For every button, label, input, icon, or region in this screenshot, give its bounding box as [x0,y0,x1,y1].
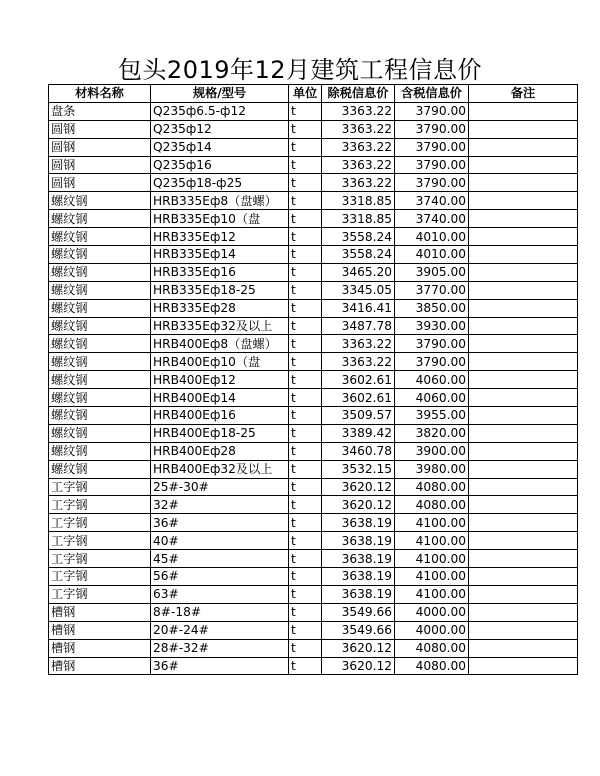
price-table [48,84,578,675]
cell-unit: t [289,568,322,586]
cell-unit: t [289,120,322,138]
cell-material-name: 圆钢 [49,156,151,174]
cell-spec-model: HRB335Eф32及以上 [151,317,289,335]
column-header-material-name: 材料名称 [49,85,151,103]
cell-unit: t [289,102,322,120]
cell-material-name: 螺纹钢 [49,371,151,389]
cell-unit: t [289,210,322,228]
cell-price-ex-tax: 3532.15 [322,460,395,478]
table-row [49,120,578,138]
table-row [49,156,578,174]
cell-spec-model: Q235ф14 [151,138,289,156]
cell-spec-model: 63# [151,585,289,603]
cell-price-ex-tax: 3363.22 [322,120,395,138]
cell-remark [469,442,578,460]
cell-unit: t [289,496,322,514]
table-row [49,585,578,603]
cell-price-inc-tax: 3820.00 [395,424,469,442]
cell-material-name: 工字钢 [49,568,151,586]
cell-price-inc-tax: 4100.00 [395,514,469,532]
cell-price-ex-tax: 3602.61 [322,371,395,389]
cell-material-name: 螺纹钢 [49,442,151,460]
cell-spec-model: 45# [151,550,289,568]
cell-spec-model: 28#-32# [151,639,289,657]
cell-price-inc-tax: 4100.00 [395,585,469,603]
table-row [49,424,578,442]
cell-spec-model: 20#-24# [151,621,289,639]
cell-price-inc-tax: 3790.00 [395,353,469,371]
cell-material-name: 螺纹钢 [49,335,151,353]
table-row [49,514,578,532]
cell-unit: t [289,424,322,442]
cell-material-name: 工字钢 [49,478,151,496]
cell-remark [469,156,578,174]
cell-price-inc-tax: 3790.00 [395,174,469,192]
cell-price-inc-tax: 3980.00 [395,460,469,478]
cell-spec-model: HRB400Eф8（盘螺） [151,335,289,353]
cell-material-name: 螺纹钢 [49,299,151,317]
cell-price-ex-tax: 3363.22 [322,102,395,120]
cell-price-ex-tax: 3638.19 [322,532,395,550]
cell-spec-model: 25#-30# [151,478,289,496]
cell-material-name: 槽钢 [49,621,151,639]
cell-price-ex-tax: 3318.85 [322,210,395,228]
table-row [49,102,578,120]
cell-material-name: 盘条 [49,102,151,120]
cell-remark [469,460,578,478]
column-header-remark: 备注 [469,85,578,103]
cell-material-name: 螺纹钢 [49,246,151,264]
cell-material-name: 工字钢 [49,585,151,603]
cell-remark [469,550,578,568]
cell-spec-model: HRB400Eф12 [151,371,289,389]
cell-spec-model: HRB335Eф12 [151,228,289,246]
cell-price-inc-tax: 4100.00 [395,568,469,586]
cell-unit: t [289,442,322,460]
cell-price-inc-tax: 3905.00 [395,263,469,281]
cell-material-name: 螺纹钢 [49,228,151,246]
column-header-price-inc-tax: 含税信息价 [395,85,469,103]
cell-unit: t [289,460,322,478]
cell-remark [469,317,578,335]
cell-price-ex-tax: 3345.05 [322,281,395,299]
cell-unit: t [289,228,322,246]
cell-unit: t [289,621,322,639]
column-header-unit: 单位 [289,85,322,103]
cell-material-name: 螺纹钢 [49,317,151,335]
cell-spec-model: HRB335Eф10（盘 [151,210,289,228]
cell-price-inc-tax: 3740.00 [395,192,469,210]
cell-material-name: 圆钢 [49,120,151,138]
table-row [49,639,578,657]
cell-price-ex-tax: 3620.12 [322,496,395,514]
cell-material-name: 圆钢 [49,138,151,156]
cell-remark [469,174,578,192]
column-header-spec-model: 规格/型号 [151,85,289,103]
cell-spec-model: HRB400Eф32及以上 [151,460,289,478]
cell-material-name: 螺纹钢 [49,389,151,407]
cell-remark [469,102,578,120]
table-row [49,532,578,550]
cell-unit: t [289,335,322,353]
cell-price-ex-tax: 3638.19 [322,585,395,603]
cell-unit: t [289,478,322,496]
table-row [49,192,578,210]
cell-remark [469,603,578,621]
cell-remark [469,657,578,675]
cell-remark [469,192,578,210]
cell-remark [469,263,578,281]
cell-unit: t [289,299,322,317]
cell-spec-model: HRB335Eф18-25 [151,281,289,299]
cell-material-name: 工字钢 [49,514,151,532]
cell-price-inc-tax: 4080.00 [395,657,469,675]
cell-material-name: 螺纹钢 [49,210,151,228]
cell-unit: t [289,585,322,603]
cell-price-inc-tax: 4100.00 [395,550,469,568]
table-row [49,317,578,335]
cell-remark [469,407,578,425]
cell-remark [469,389,578,407]
cell-unit: t [289,246,322,264]
cell-unit: t [289,603,322,621]
cell-price-inc-tax: 3740.00 [395,210,469,228]
table-row [49,228,578,246]
cell-price-ex-tax: 3620.12 [322,657,395,675]
cell-price-ex-tax: 3638.19 [322,514,395,532]
cell-price-inc-tax: 3790.00 [395,120,469,138]
cell-remark [469,639,578,657]
cell-remark [469,478,578,496]
cell-material-name: 槽钢 [49,603,151,621]
cell-price-inc-tax: 3930.00 [395,317,469,335]
table-row [49,299,578,317]
cell-price-inc-tax: 4060.00 [395,389,469,407]
cell-unit: t [289,174,322,192]
cell-price-ex-tax: 3363.22 [322,138,395,156]
cell-unit: t [289,371,322,389]
cell-unit: t [289,138,322,156]
cell-price-ex-tax: 3509.57 [322,407,395,425]
cell-unit: t [289,281,322,299]
cell-price-ex-tax: 3638.19 [322,568,395,586]
cell-price-inc-tax: 4000.00 [395,621,469,639]
cell-remark [469,496,578,514]
cell-remark [469,424,578,442]
cell-price-ex-tax: 3389.42 [322,424,395,442]
cell-price-ex-tax: 3363.22 [322,353,395,371]
table-row [49,568,578,586]
cell-spec-model: Q235ф16 [151,156,289,174]
cell-material-name: 槽钢 [49,639,151,657]
cell-price-inc-tax: 4080.00 [395,496,469,514]
cell-spec-model: 40# [151,532,289,550]
cell-price-inc-tax: 4010.00 [395,228,469,246]
cell-price-ex-tax: 3558.24 [322,228,395,246]
cell-price-inc-tax: 4060.00 [395,371,469,389]
cell-price-ex-tax: 3558.24 [322,246,395,264]
cell-remark [469,299,578,317]
cell-spec-model: 8#-18# [151,603,289,621]
table-row [49,174,578,192]
cell-spec-model: HRB400Eф10（盘 [151,353,289,371]
cell-material-name: 螺纹钢 [49,460,151,478]
table-row [49,138,578,156]
cell-spec-model: HRB335Eф28 [151,299,289,317]
cell-spec-model: 56# [151,568,289,586]
cell-price-ex-tax: 3460.78 [322,442,395,460]
cell-remark [469,120,578,138]
cell-remark [469,568,578,586]
cell-price-inc-tax: 3955.00 [395,407,469,425]
cell-unit: t [289,192,322,210]
cell-unit: t [289,532,322,550]
table-row [49,407,578,425]
cell-spec-model: HRB400Eф14 [151,389,289,407]
cell-material-name: 螺纹钢 [49,192,151,210]
cell-price-inc-tax: 3790.00 [395,138,469,156]
cell-remark [469,335,578,353]
cell-price-ex-tax: 3318.85 [322,192,395,210]
cell-price-inc-tax: 3790.00 [395,156,469,174]
cell-spec-model: 36# [151,657,289,675]
cell-price-inc-tax: 4010.00 [395,246,469,264]
cell-unit: t [289,317,322,335]
table-row [49,281,578,299]
cell-spec-model: 36# [151,514,289,532]
cell-price-ex-tax: 3638.19 [322,550,395,568]
cell-price-ex-tax: 3363.22 [322,335,395,353]
table-row [49,246,578,264]
table-body [49,102,578,675]
table-row [49,460,578,478]
table-row [49,353,578,371]
cell-price-ex-tax: 3363.22 [322,156,395,174]
cell-remark [469,514,578,532]
cell-price-ex-tax: 3549.66 [322,621,395,639]
cell-unit: t [289,639,322,657]
table-row [49,657,578,675]
cell-price-ex-tax: 3363.22 [322,174,395,192]
cell-spec-model: HRB400Eф18-25 [151,424,289,442]
cell-remark [469,371,578,389]
table-row [49,496,578,514]
table-row [49,603,578,621]
cell-unit: t [289,550,322,568]
cell-material-name: 槽钢 [49,657,151,675]
cell-remark [469,532,578,550]
document-title: 包头2019年12月建筑工程信息价 [117,56,483,84]
cell-material-name: 工字钢 [49,496,151,514]
table-row [49,371,578,389]
cell-spec-model: HRB335Eф16 [151,263,289,281]
cell-material-name: 圆钢 [49,174,151,192]
table-row [49,389,578,407]
cell-unit: t [289,156,322,174]
cell-spec-model: HRB400Eф16 [151,407,289,425]
cell-remark [469,138,578,156]
cell-remark [469,228,578,246]
cell-price-ex-tax: 3487.78 [322,317,395,335]
cell-price-ex-tax: 3620.12 [322,478,395,496]
cell-remark [469,281,578,299]
cell-remark [469,246,578,264]
table-row [49,263,578,281]
cell-price-ex-tax: 3465.20 [322,263,395,281]
cell-spec-model: 32# [151,496,289,514]
table-header-row [49,85,578,103]
cell-spec-model: Q235ф12 [151,120,289,138]
cell-spec-model: HRB335Eф14 [151,246,289,264]
cell-spec-model: Q235ф18-ф25 [151,174,289,192]
cell-spec-model: Q235ф6.5-ф12 [151,102,289,120]
cell-material-name: 工字钢 [49,550,151,568]
cell-price-inc-tax: 4080.00 [395,478,469,496]
cell-remark [469,210,578,228]
cell-material-name: 螺纹钢 [49,424,151,442]
cell-price-ex-tax: 3602.61 [322,389,395,407]
table-row [49,478,578,496]
cell-price-inc-tax: 3900.00 [395,442,469,460]
cell-unit: t [289,514,322,532]
cell-price-inc-tax: 4080.00 [395,639,469,657]
cell-price-inc-tax: 4000.00 [395,603,469,621]
cell-spec-model: HRB400Eф28 [151,442,289,460]
table-row [49,335,578,353]
cell-spec-model: HRB335Eф8（盘螺） [151,192,289,210]
cell-price-inc-tax: 4100.00 [395,532,469,550]
cell-unit: t [289,657,322,675]
table-row [49,550,578,568]
cell-material-name: 螺纹钢 [49,263,151,281]
cell-price-inc-tax: 3790.00 [395,102,469,120]
cell-unit: t [289,407,322,425]
cell-remark [469,585,578,603]
column-header-price-ex-tax: 除税信息价 [322,85,395,103]
cell-price-ex-tax: 3549.66 [322,603,395,621]
table-row [49,621,578,639]
cell-price-inc-tax: 3850.00 [395,299,469,317]
cell-price-ex-tax: 3620.12 [322,639,395,657]
cell-material-name: 工字钢 [49,532,151,550]
cell-unit: t [289,389,322,407]
table-row [49,442,578,460]
cell-remark [469,353,578,371]
cell-material-name: 螺纹钢 [49,281,151,299]
cell-material-name: 螺纹钢 [49,407,151,425]
cell-price-ex-tax: 3416.41 [322,299,395,317]
cell-price-inc-tax: 3770.00 [395,281,469,299]
table-row [49,210,578,228]
cell-material-name: 螺纹钢 [49,353,151,371]
cell-unit: t [289,353,322,371]
cell-unit: t [289,263,322,281]
cell-remark [469,621,578,639]
cell-price-inc-tax: 3790.00 [395,335,469,353]
